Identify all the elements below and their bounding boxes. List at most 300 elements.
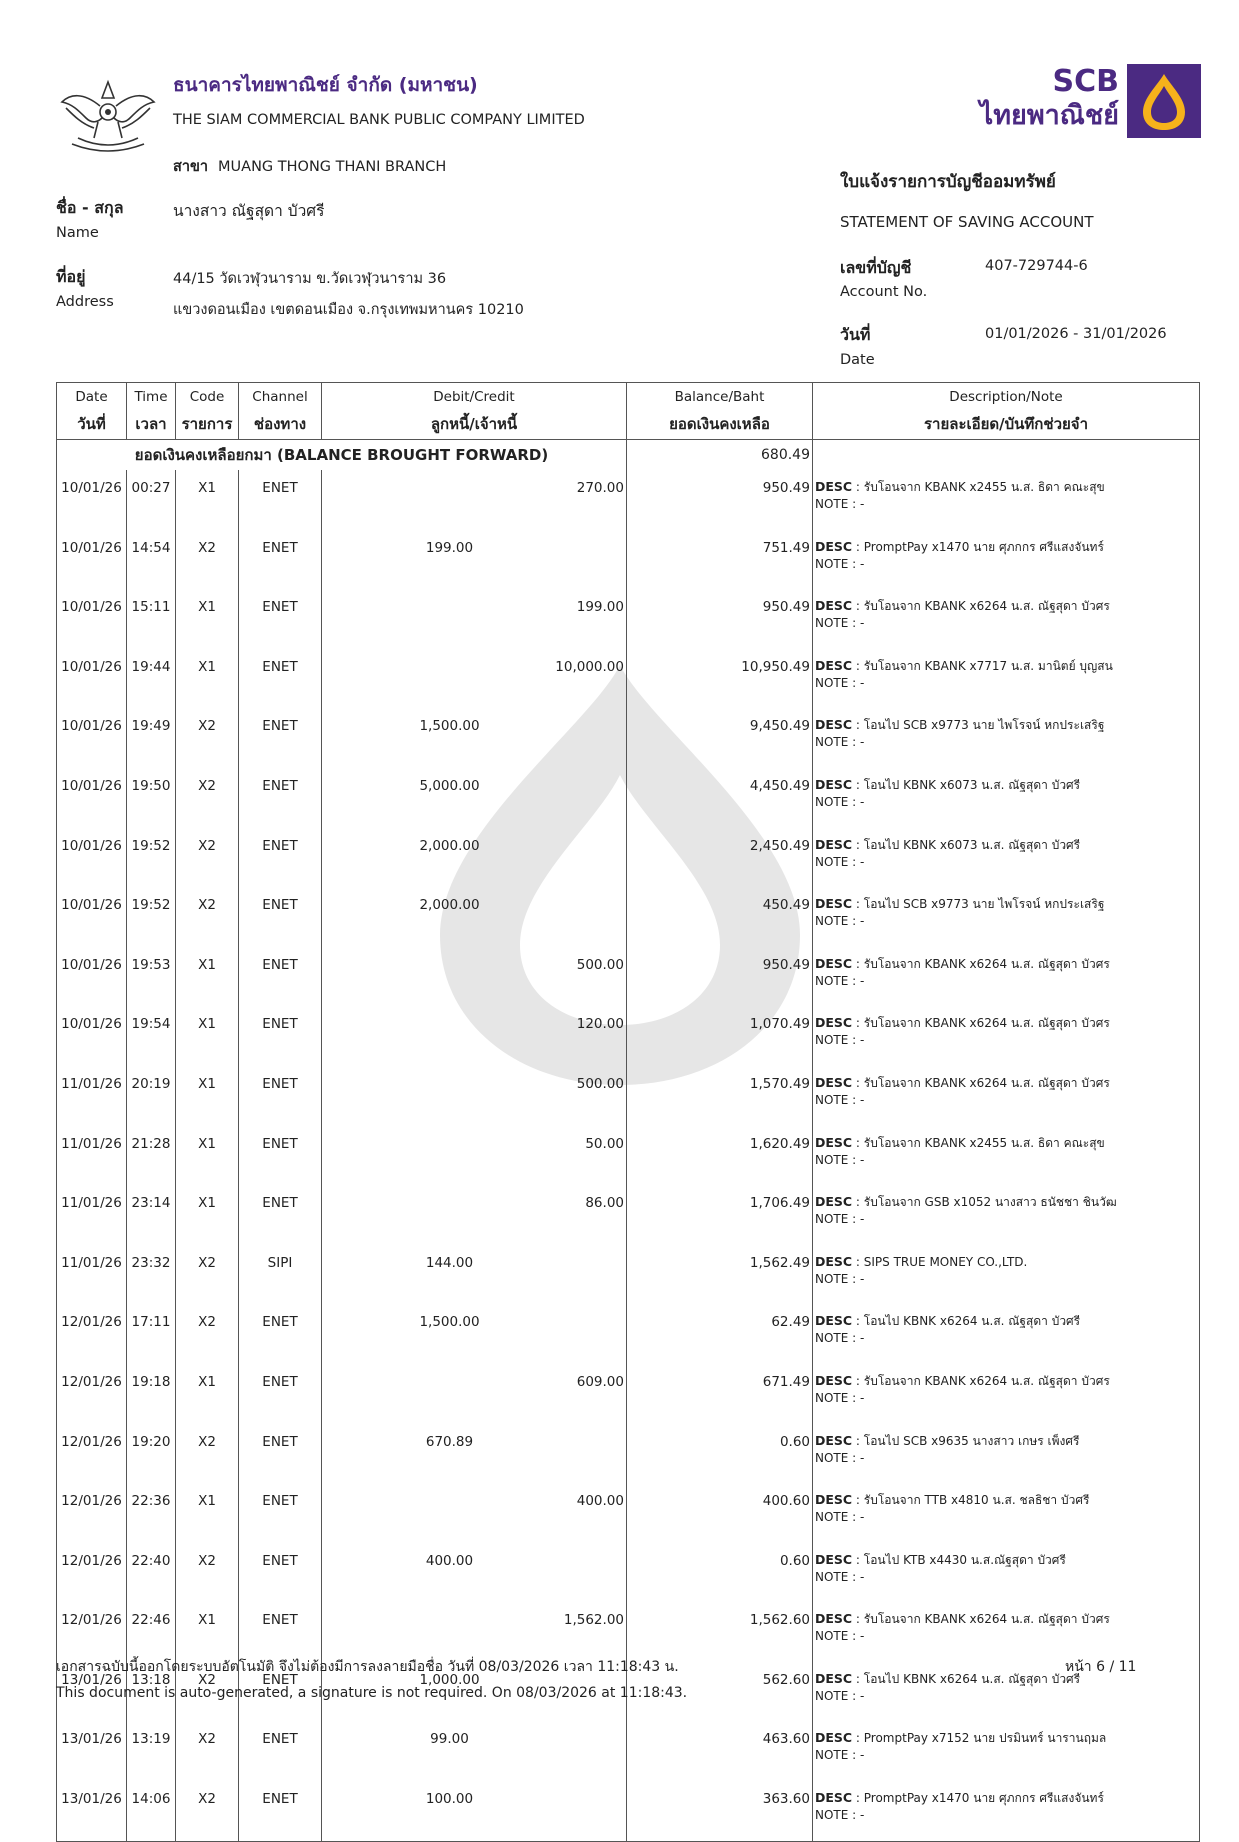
cell-balance: 10,950.49	[627, 649, 813, 709]
cell-code: X2	[176, 1662, 239, 1722]
desc-text: รับโอนจาก KBANK x6264 น.ส. ณัฐสุดา บัวศร	[863, 956, 1110, 971]
table-row	[57, 530, 1200, 590]
table-row	[57, 828, 1200, 888]
desc-text: รับโอนจาก KBANK x6264 น.ส. ณัฐสุดา บัวศร	[863, 599, 1110, 614]
note-label: NOTE	[815, 1510, 849, 1525]
cell-date: 13/01/26	[57, 1781, 127, 1841]
cell-debit-credit	[322, 887, 627, 947]
cell-balance: 1,070.49	[627, 1006, 813, 1066]
cell-balance: 450.49	[627, 887, 813, 947]
desc-label: DESC	[815, 1492, 853, 1508]
desc-text: รับโอนจาก TTB x4810 น.ส. ชลธิชา บัวศรี	[863, 1493, 1090, 1508]
cell-balance: 463.60	[627, 1721, 813, 1781]
cell-date: 10/01/26	[57, 649, 127, 709]
cell-channel: ENET	[239, 1662, 322, 1722]
cell-balance: 950.49	[627, 947, 813, 1007]
desc-text: โอนไป KBNK x6073 น.ส. ณัฐสุดา บัวศรี	[863, 837, 1081, 852]
note-text: -	[860, 556, 865, 571]
col-header-balance-thai: ยอดเงินคงเหลือ	[627, 411, 813, 440]
header-row-thai	[57, 411, 1200, 440]
note-line: NOTE : -	[815, 1033, 865, 1048]
col-header-code: Code	[176, 383, 239, 412]
cell-description	[813, 1066, 1200, 1126]
cell-debit-credit	[322, 1543, 627, 1603]
cell-date: 10/01/26	[57, 530, 127, 590]
note-text: -	[860, 973, 865, 988]
cell-balance: 1,620.49	[627, 1126, 813, 1186]
note-text: -	[860, 1688, 865, 1703]
desc-line: DESC : รับโอนจาก KBANK x6264 น.ส. ณัฐสุดา บัวศร	[815, 1074, 1110, 1090]
cell-balance: 2,450.49	[627, 828, 813, 888]
cell-debit-credit	[322, 1424, 627, 1484]
desc-label: DESC	[815, 1015, 853, 1031]
footer-note-thai: เอกสารฉบับนี้ออกโดยระบบอัตโนมัติ จึงไม่ต้องมีการลงลายมือชื่อ วันที่ 08/03/2026 เวลา 11:18:43 น.	[56, 1659, 679, 1675]
note-text: -	[860, 1033, 865, 1048]
cell-description	[813, 1543, 1200, 1603]
cell-debit-credit	[322, 589, 627, 649]
note-label: NOTE	[815, 1212, 849, 1227]
date-label-english: Date	[840, 352, 875, 368]
table-row	[57, 589, 1200, 649]
cell-description	[813, 1304, 1200, 1364]
cell-date: 10/01/26	[57, 470, 127, 530]
note-text: -	[860, 497, 865, 511]
note-text: -	[860, 616, 865, 631]
cell-debit-credit	[322, 649, 627, 709]
cell-date: 11/01/26	[57, 1126, 127, 1186]
credit-amount: 86.00	[585, 1195, 624, 1212]
cell-code: X2	[176, 1424, 239, 1484]
note-line: NOTE : -	[815, 1212, 865, 1227]
cell-date: 12/01/26	[57, 1304, 127, 1364]
scb-logo-icon	[941, 64, 1211, 140]
desc-line: DESC : รับโอนจาก KBANK x6264 น.ส. ณัฐสุดา บัวศร	[815, 955, 1110, 971]
cell-time: 23:32	[127, 1245, 176, 1305]
garuda-emblem-icon	[58, 72, 158, 160]
note-line: NOTE : -	[815, 735, 865, 750]
cell-balance: 1,562.49	[627, 1245, 813, 1305]
cell-debit-credit	[322, 1483, 627, 1543]
cell-channel: SIPI	[239, 1245, 322, 1305]
desc-line: DESC : รับโอนจาก KBANK x6264 น.ส. ณัฐสุดา บัวศร	[815, 1611, 1110, 1627]
desc-label: DESC	[815, 657, 853, 673]
cell-code: X2	[176, 1543, 239, 1603]
desc-text: โอนไป KTB x4430 น.ส.ณัฐสุดา บัวศรี	[863, 1552, 1066, 1567]
desc-text: รับโอนจาก KBANK x6264 น.ส. ณัฐสุดา บัวศร	[863, 1016, 1110, 1031]
cell-time: 17:11	[127, 1304, 176, 1364]
note-label: NOTE	[815, 497, 849, 511]
debit-amount: 5,000.00	[419, 777, 480, 794]
debit-amount: 144.00	[425, 1254, 474, 1271]
debit-amount: 400.00	[425, 1552, 474, 1569]
cell-time: 22:40	[127, 1543, 176, 1603]
table-row	[57, 1126, 1200, 1186]
date-label-thai: วันที่	[840, 325, 871, 344]
desc-label: DESC	[815, 598, 853, 614]
note-line: NOTE : -	[815, 1688, 865, 1703]
table-row	[57, 1424, 1200, 1484]
address-label-thai: ที่อยู่	[56, 267, 86, 286]
desc-text: SIPS TRUE MONEY CO.,LTD.	[863, 1254, 1028, 1269]
cell-description	[813, 589, 1200, 649]
cell-code: X2	[176, 828, 239, 888]
desc-line: DESC : โอนไป KBNK x6073 น.ส. ณัฐสุดา บัวศรี	[815, 836, 1081, 852]
statement-title-thai: ใบแจ้งรายการบัญชีออมทรัพย์	[840, 172, 1056, 192]
desc-label: DESC	[815, 1074, 853, 1090]
desc-label: DESC	[815, 1551, 853, 1567]
footer-note-english: This document is auto-generated, a signature is not required. On 08/03/2026 at 11:18:43.	[56, 1685, 688, 1701]
table-row	[57, 649, 1200, 709]
cell-time: 13:18	[127, 1662, 176, 1722]
desc-line: DESC : โอนไป KBNK x6073 น.ส. ณัฐสุดา บัวศรี	[815, 776, 1081, 792]
customer-name: นางสาว ณัฐสุดา บัวศรี	[173, 202, 325, 220]
cell-debit-credit	[322, 470, 627, 530]
note-label: NOTE	[815, 794, 849, 809]
cell-time: 15:11	[127, 589, 176, 649]
note-text: -	[860, 854, 865, 869]
table-row	[57, 887, 1200, 947]
cell-description	[813, 1424, 1200, 1484]
cell-channel: ENET	[239, 1781, 322, 1841]
note-label: NOTE	[815, 1688, 849, 1703]
desc-line: DESC : รับโอนจาก KBANK x2455 น.ส. ธิดา คณะสุข	[815, 1134, 1105, 1150]
debit-amount: 1,500.00	[419, 718, 480, 735]
desc-text: โอนไป SCB x9773 นาย ไพโรจน์ หกประเสริฐ	[863, 897, 1105, 912]
cell-description	[813, 887, 1200, 947]
table-row	[57, 1185, 1200, 1245]
desc-label: DESC	[815, 1253, 853, 1269]
cell-time: 23:14	[127, 1185, 176, 1245]
credit-amount: 270.00	[576, 480, 624, 496]
note-text: -	[860, 1331, 865, 1346]
cell-time: 20:19	[127, 1066, 176, 1126]
name-label-thai: ชื่อ - สกุล	[56, 198, 124, 217]
desc-text: โอนไป SCB x9635 นางสาว เกษร เพ็งศรี	[863, 1433, 1080, 1448]
cell-channel: ENET	[239, 470, 322, 530]
branch-label: สาขา	[173, 159, 209, 175]
cell-date: 12/01/26	[57, 1364, 127, 1424]
cell-time: 22:36	[127, 1483, 176, 1543]
cell-date: 12/01/26	[57, 1543, 127, 1603]
cell-description	[813, 649, 1200, 709]
cell-date: 13/01/26	[57, 1662, 127, 1722]
brought-forward-description	[813, 440, 1200, 471]
cell-date: 12/01/26	[57, 1424, 127, 1484]
note-line: NOTE : -	[815, 914, 865, 929]
cell-channel: ENET	[239, 768, 322, 828]
header-row-english	[57, 383, 1200, 412]
cell-debit-credit	[322, 1304, 627, 1364]
cell-description	[813, 1602, 1200, 1662]
cell-date: 10/01/26	[57, 768, 127, 828]
col-header-time-thai: เวลา	[127, 411, 176, 440]
cell-description	[813, 1662, 1200, 1722]
note-text: -	[860, 794, 865, 809]
credit-amount: 609.00	[576, 1373, 624, 1390]
note-label: NOTE	[815, 973, 849, 988]
cell-code: X1	[176, 947, 239, 1007]
cell-description	[813, 1185, 1200, 1245]
cell-code: X1	[176, 470, 239, 530]
cell-balance: 400.60	[627, 1483, 813, 1543]
table-row	[57, 1304, 1200, 1364]
cell-code: X1	[176, 1602, 239, 1662]
col-header-channel: Channel	[239, 383, 322, 412]
note-label: NOTE	[815, 1629, 849, 1644]
credit-amount: 10,000.00	[555, 658, 624, 675]
cell-debit-credit	[322, 1006, 627, 1066]
col-header-debit-credit: Debit/Credit	[322, 383, 627, 412]
cell-description	[813, 1483, 1200, 1543]
note-text: -	[860, 1271, 865, 1286]
cell-code: X2	[176, 768, 239, 828]
note-line: NOTE : -	[815, 675, 865, 690]
cell-debit-credit	[322, 1721, 627, 1781]
cell-date: 12/01/26	[57, 1602, 127, 1662]
cell-time: 00:27	[127, 470, 176, 530]
cell-balance: 1,706.49	[627, 1185, 813, 1245]
cell-debit-credit	[322, 530, 627, 590]
cell-date: 10/01/26	[57, 828, 127, 888]
cell-balance: 0.60	[627, 1424, 813, 1484]
note-text: -	[860, 675, 865, 690]
cell-debit-credit	[322, 1364, 627, 1424]
desc-text: รับโอนจาก KBANK x6264 น.ส. ณัฐสุดา บัวศร	[863, 1612, 1110, 1627]
bank-name-english: THE SIAM COMMERCIAL BANK PUBLIC COMPANY LIMITED	[173, 112, 585, 128]
cell-time: 19:49	[127, 708, 176, 768]
desc-line: DESC : SIPS TRUE MONEY CO.,LTD.	[815, 1253, 1028, 1269]
cell-balance: 950.49	[627, 470, 813, 530]
note-line: NOTE : -	[815, 1152, 865, 1167]
table-row	[57, 1364, 1200, 1424]
debit-amount: 100.00	[425, 1791, 474, 1808]
desc-label: DESC	[815, 1790, 853, 1806]
desc-line: DESC : โอนไป SCB x9635 นางสาว เกษร เพ็งศรี	[815, 1432, 1080, 1448]
credit-amount: 50.00	[585, 1135, 624, 1152]
table-row	[57, 947, 1200, 1007]
table-row	[57, 1006, 1200, 1066]
table-row	[57, 1781, 1200, 1841]
cell-description	[813, 1364, 1200, 1424]
cell-time: 14:06	[127, 1781, 176, 1841]
cell-channel: ENET	[239, 947, 322, 1007]
cell-code: X1	[176, 649, 239, 709]
note-text: -	[860, 1748, 865, 1763]
cell-time: 19:54	[127, 1006, 176, 1066]
account-label-english: Account No.	[840, 284, 928, 300]
cell-description	[813, 708, 1200, 768]
cell-time: 19:18	[127, 1364, 176, 1424]
cell-time: 19:44	[127, 649, 176, 709]
cell-debit-credit	[322, 768, 627, 828]
cell-channel: ENET	[239, 887, 322, 947]
cell-balance: 62.49	[627, 1304, 813, 1364]
desc-text: PromptPay x1470 นาย ศุภกกร ศรีแสงจันทร์	[863, 539, 1104, 554]
desc-text: รับโอนจาก KBANK x2455 น.ส. ธิดา คณะสุข	[863, 480, 1105, 494]
debit-amount: 99.00	[430, 1731, 469, 1748]
note-label: NOTE	[815, 735, 849, 750]
col-header-debit-credit-thai: ลูกหนี้/เจ้าหนี้	[322, 411, 627, 440]
cell-channel: ENET	[239, 1185, 322, 1245]
note-label: NOTE	[815, 616, 849, 631]
cell-channel: ENET	[239, 1066, 322, 1126]
desc-text: PromptPay x1470 นาย ศุภกกร ศรีแสงจันทร์	[863, 1791, 1104, 1806]
cell-description	[813, 1006, 1200, 1066]
cell-balance: 562.60	[627, 1662, 813, 1722]
desc-line: DESC : PromptPay x1470 นาย ศุภกกร ศรีแสงจันทร์	[815, 538, 1104, 554]
cell-time: 14:54	[127, 530, 176, 590]
account-label-thai: เลขที่บัญชี	[840, 258, 912, 277]
note-text: -	[860, 735, 865, 750]
cell-balance: 4,450.49	[627, 768, 813, 828]
table-row	[57, 470, 1200, 530]
desc-line: DESC : PromptPay x7152 นาย ปรมินทร์ นารานฤมล	[815, 1730, 1107, 1746]
col-header-balance: Balance/Baht	[627, 383, 813, 412]
desc-line: DESC : โอนไป SCB x9773 นาย ไพโรจน์ หกประเสริฐ	[815, 717, 1105, 733]
debit-amount: 670.89	[425, 1433, 474, 1450]
col-header-description: Description/Note	[813, 383, 1200, 412]
cell-debit-credit	[322, 1126, 627, 1186]
cell-code: X2	[176, 1721, 239, 1781]
desc-line: DESC : รับโอนจาก KBANK x2455 น.ส. ธิดา คณะสุข	[815, 479, 1105, 494]
note-line: NOTE : -	[815, 794, 865, 809]
note-label: NOTE	[815, 1331, 849, 1346]
cell-channel: ENET	[239, 530, 322, 590]
note-text: -	[860, 1629, 865, 1644]
desc-text: รับโอนจาก KBANK x2455 น.ส. ธิดา คณะสุข	[863, 1135, 1105, 1150]
desc-text: รับโอนจาก KBANK x7717 น.ส. มานิตย์ บุญสน	[863, 658, 1113, 673]
cell-debit-credit	[322, 1781, 627, 1841]
cell-date: 10/01/26	[57, 589, 127, 649]
cell-balance: 1,562.60	[627, 1602, 813, 1662]
note-text: -	[860, 1212, 865, 1227]
note-line: NOTE : -	[815, 1092, 865, 1107]
desc-label: DESC	[815, 896, 853, 912]
desc-text: โอนไป KBNK x6264 น.ส. ณัฐสุดา บัวศรี	[863, 1314, 1081, 1329]
desc-text: รับโอนจาก KBANK x6264 น.ส. ณัฐสุดา บัวศร	[863, 1075, 1110, 1090]
brought-forward-balance: 680.49	[627, 440, 813, 471]
desc-label: DESC	[815, 1670, 853, 1686]
cell-time: 19:52	[127, 887, 176, 947]
cell-balance: 0.60	[627, 1543, 813, 1603]
desc-label: DESC	[815, 776, 853, 792]
desc-text: โอนไป KBNK x6264 น.ส. ณัฐสุดา บัวศรี	[863, 1671, 1081, 1686]
desc-line: DESC : โอนไป KBNK x6264 น.ส. ณัฐสุดา บัวศรี	[815, 1670, 1081, 1686]
cell-date: 13/01/26	[57, 1721, 127, 1781]
cell-code: X2	[176, 887, 239, 947]
desc-label: DESC	[815, 836, 853, 852]
desc-line: DESC : รับโอนจาก KBANK x7717 น.ส. มานิตย์ บุญสน	[815, 657, 1113, 673]
address-label-english: Address	[56, 294, 114, 310]
desc-label: DESC	[815, 955, 853, 971]
note-text: -	[860, 1450, 865, 1465]
address-line-2: แขวงดอนเมือง เขตดอนเมือง จ.กรุงเทพมหานคร 10210	[173, 302, 524, 318]
desc-line: DESC : PromptPay x1470 นาย ศุภกกร ศรีแสงจันทร์	[815, 1790, 1104, 1806]
cell-date: 10/01/26	[57, 1006, 127, 1066]
note-line: NOTE : -	[815, 1748, 865, 1763]
desc-label: DESC	[815, 1372, 853, 1388]
desc-text: โอนไป KBNK x6073 น.ส. ณัฐสุดา บัวศรี	[863, 777, 1081, 792]
note-text: -	[860, 1510, 865, 1525]
table-row	[57, 708, 1200, 768]
cell-channel: ENET	[239, 1721, 322, 1781]
note-line: NOTE : -	[815, 1629, 865, 1644]
col-header-channel-thai: ช่องทาง	[239, 411, 322, 440]
note-label: NOTE	[815, 1092, 849, 1107]
debit-amount: 1,500.00	[419, 1314, 480, 1331]
desc-text: PromptPay x7152 นาย ปรมินทร์ นารานฤมล	[863, 1731, 1107, 1746]
note-text: -	[860, 1152, 865, 1167]
note-line: NOTE : -	[815, 1271, 865, 1286]
cell-time: 22:46	[127, 1602, 176, 1662]
desc-line: DESC : รับโอนจาก KBANK x6264 น.ส. ณัฐสุดา บัวศร	[815, 1372, 1110, 1388]
cell-time: 19:50	[127, 768, 176, 828]
brought-forward-label: ยอดเงินคงเหลือยกมา (BALANCE BROUGHT FORWARD)	[57, 440, 627, 471]
note-label: NOTE	[815, 556, 849, 571]
desc-text: รับโอนจาก GSB x1052 นางสาว ธนัชชา ชินวัฒ	[863, 1195, 1117, 1210]
credit-amount: 400.00	[576, 1493, 624, 1510]
desc-label: DESC	[815, 717, 853, 733]
cell-channel: ENET	[239, 1543, 322, 1603]
cell-date: 12/01/26	[57, 1483, 127, 1543]
note-label: NOTE	[815, 1390, 849, 1405]
name-label-english: Name	[56, 225, 99, 241]
note-line: NOTE : -	[815, 497, 865, 511]
cell-debit-credit	[322, 1185, 627, 1245]
cell-balance: 950.49	[627, 589, 813, 649]
note-label: NOTE	[815, 1808, 849, 1823]
desc-label: DESC	[815, 538, 853, 554]
cell-code: X1	[176, 589, 239, 649]
cell-channel: ENET	[239, 1424, 322, 1484]
cell-debit-credit	[322, 1602, 627, 1662]
address-line-1: 44/15 วัดเวฬุวนาราม ข.วัดเวฬุวนาราม 36	[173, 271, 447, 287]
statement-period: 01/01/2026 - 31/01/2026	[985, 326, 1167, 342]
desc-line: DESC : รับโอนจาก KBANK x6264 น.ส. ณัฐสุดา บัวศร	[815, 598, 1110, 614]
page-number: หน้า 6 / 11	[1065, 1659, 1137, 1675]
table-row	[57, 768, 1200, 828]
cell-balance: 1,570.49	[627, 1066, 813, 1126]
note-label: NOTE	[815, 854, 849, 869]
note-label: NOTE	[815, 1033, 849, 1048]
note-label: NOTE	[815, 1271, 849, 1286]
cell-channel: ENET	[239, 828, 322, 888]
cell-code: X2	[176, 708, 239, 768]
brought-forward-row	[57, 440, 1200, 471]
cell-channel: ENET	[239, 1364, 322, 1424]
desc-label: DESC	[815, 1730, 853, 1746]
logo-text-english: SCB	[1052, 64, 1119, 99]
table-row	[57, 1245, 1200, 1305]
cell-date: 10/01/26	[57, 708, 127, 768]
cell-date: 11/01/26	[57, 1066, 127, 1126]
desc-line: DESC : โอนไป KTB x4430 น.ส.ณัฐสุดา บัวศรี	[815, 1551, 1066, 1567]
col-header-code-thai: รายการ	[176, 411, 239, 440]
note-line: NOTE : -	[815, 556, 865, 571]
cell-channel: ENET	[239, 1006, 322, 1066]
branch-name: MUANG THONG THANI BRANCH	[218, 159, 447, 175]
note-text: -	[860, 1808, 865, 1823]
table-row	[57, 1602, 1200, 1662]
note-line: NOTE : -	[815, 1510, 865, 1525]
table-row	[57, 1543, 1200, 1603]
cell-balance: 671.49	[627, 1364, 813, 1424]
note-label: NOTE	[815, 1152, 849, 1167]
desc-label: DESC	[815, 1432, 853, 1448]
note-label: NOTE	[815, 1748, 849, 1763]
cell-code: X1	[176, 1006, 239, 1066]
note-line: NOTE : -	[815, 1331, 865, 1346]
